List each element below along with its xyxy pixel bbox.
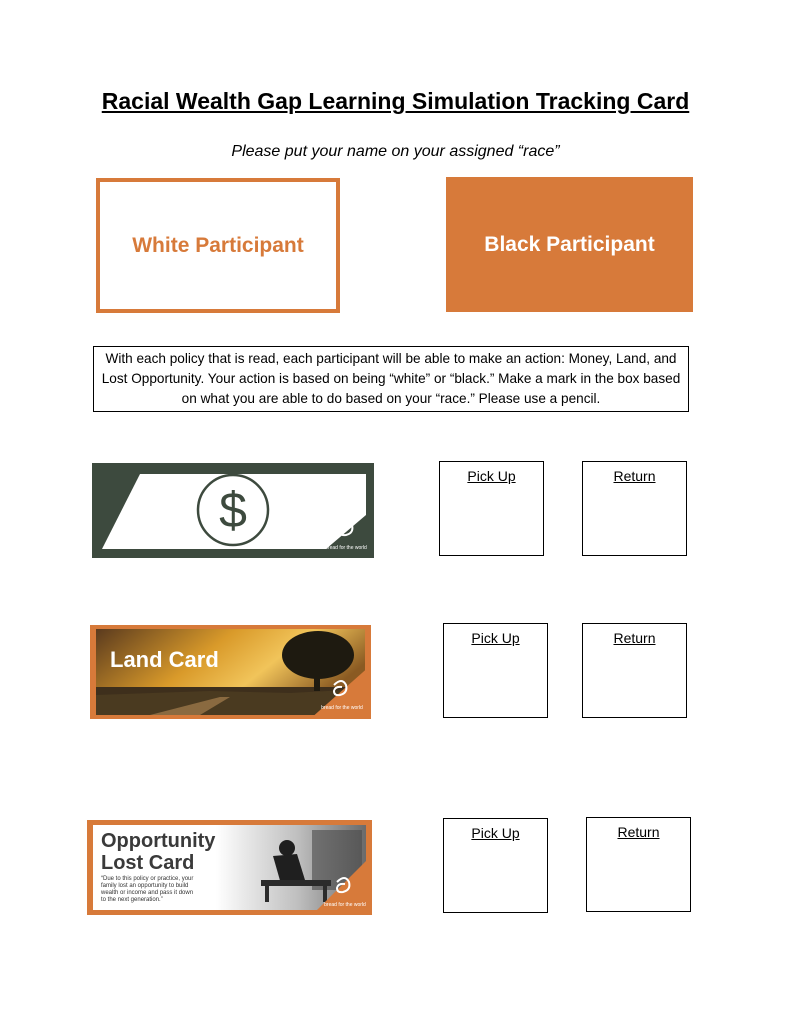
land-return-label: Return [613,630,656,646]
white-participant-card[interactable] [96,178,340,313]
land-pick-up-label: Pick Up [471,630,520,646]
svg-text:$: $ [219,482,247,538]
opportunity-card-title-line2: Lost Card [101,852,195,874]
opportunity-lost-card [87,820,372,915]
opportunity-pick-up-box[interactable] [443,818,548,913]
opportunity-card-quote-line4: to the next generation.” [101,897,163,903]
page-title: Racial Wealth Gap Learning Simulation Tracking Card [101,88,690,114]
land-card-brand: bread for the world [321,705,363,711]
black-participant-card[interactable] [446,177,693,312]
opportunity-return-label: Return [617,824,660,840]
land-card [90,625,371,719]
money-pick-up-label: Pick Up [467,468,516,484]
land-return-box[interactable] [582,623,687,718]
money-card [92,463,374,558]
money-pick-up-box[interactable] [439,461,544,556]
land-card-title: Land Card [110,647,219,672]
opportunity-card-brand: bread for the world [324,902,366,908]
white-participant-label: White Participant [132,233,304,257]
opportunity-card-quote-line2: family lost an opportunity to build [101,883,189,889]
money-return-box[interactable] [582,461,687,556]
opportunity-card-quote-line3: wealth or income and pass it down [101,890,194,896]
page-subtitle: Please put your name on your assigned “race” [231,143,560,160]
money-return-label: Return [613,468,656,484]
opportunity-card-title-line1: Opportunity [101,830,216,852]
instructions-text: With each policy that is read, each participant will be able to make an action: Money, Land, and Lost Opportunity. Your action is based on being “white” or “black.” Make a mark in the box based on what you are able to do based on your “race.” Please use a pencil. [101,351,681,406]
land-pick-up-box[interactable] [443,623,548,718]
instructions-box [93,346,689,412]
money-card-brand: bread for the world [325,545,367,551]
opportunity-pick-up-label: Pick Up [471,825,520,841]
opportunity-card-quote-line1: “Due to this policy or practice, your [101,876,194,882]
opportunity-return-box[interactable] [586,817,691,912]
black-participant-label: Black Participant [484,232,655,256]
